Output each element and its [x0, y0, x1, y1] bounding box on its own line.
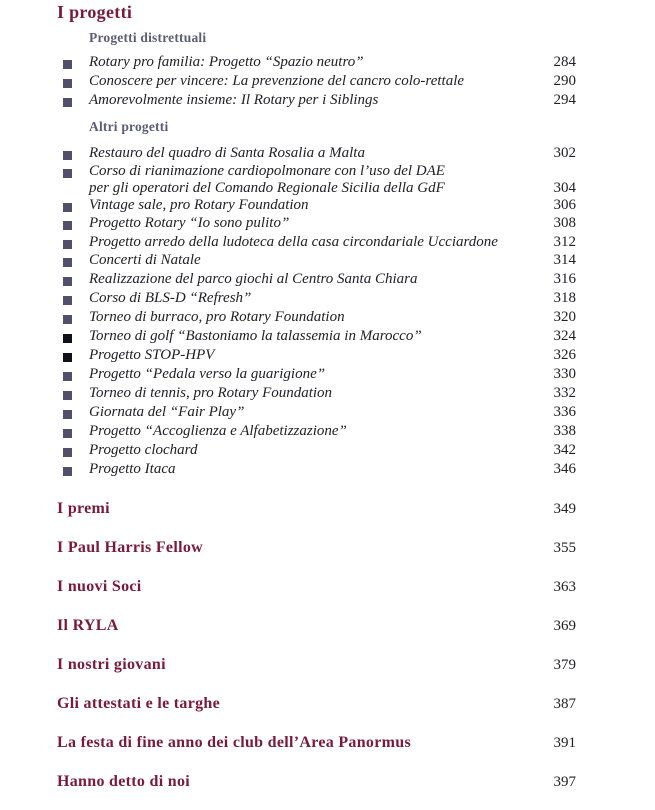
entry-page: 318 — [553, 290, 576, 306]
section-page: 363 — [553, 579, 576, 595]
bullet-icon — [63, 391, 72, 400]
entry-page: 332 — [553, 385, 576, 401]
bullet-icon — [63, 277, 72, 286]
entry-title: Concerti di Natale — [89, 252, 201, 268]
entry-title: Conoscere per vincere: La prevenzione del cancro colo-rettale — [89, 73, 465, 89]
entry-page: 338 — [553, 423, 576, 439]
toc-section[interactable] — [0, 578, 655, 598]
entry-title: Progetto STOP-HPV — [89, 347, 215, 363]
toc-entry[interactable] — [0, 252, 655, 270]
entry-title: Torneo di burraco, pro Rotary Foundation — [89, 309, 345, 325]
toc-entry[interactable] — [0, 366, 655, 384]
toc-entry[interactable] — [0, 54, 655, 72]
entry-title: Corso di BLS-D “Refresh” — [89, 290, 252, 306]
section-title: Hanno detto di noi — [57, 773, 190, 790]
entry-title: Vintage sale, pro Rotary Foundation — [89, 197, 309, 213]
section-title: I Paul Harris Fellow — [57, 539, 203, 556]
page-title: I progetti — [57, 2, 133, 22]
bullet-icon — [63, 169, 72, 178]
bullet-icon — [63, 203, 72, 212]
toc-entry[interactable] — [0, 328, 655, 346]
section-title: I nostri giovani — [57, 656, 166, 673]
section-page: 397 — [553, 774, 576, 790]
bullet-icon — [63, 410, 72, 419]
entry-page: 336 — [553, 404, 576, 420]
bullet-icon — [63, 221, 72, 230]
entry-title: Progetto Itaca — [89, 461, 176, 477]
bullet-icon — [63, 240, 72, 249]
bullet-icon — [63, 296, 72, 305]
toc-entry[interactable] — [0, 215, 655, 233]
toc-section[interactable] — [0, 734, 655, 754]
entry-title: Rotary pro familia: Progetto “Spazio neutro” — [89, 54, 364, 70]
section-page: 369 — [553, 618, 576, 634]
entry-page: 326 — [553, 347, 576, 363]
toc-entry[interactable] — [0, 347, 655, 365]
toc-entry[interactable] — [0, 385, 655, 403]
toc-entry[interactable] — [0, 73, 655, 91]
section-title: I nuovi Soci — [57, 578, 142, 595]
section-title: Il RYLA — [57, 617, 119, 634]
section-title: I premi — [57, 500, 110, 517]
entry-title: Corso di rianimazione cardiopolmonare con l’uso del DAE — [89, 163, 445, 179]
toc-section[interactable] — [0, 500, 655, 520]
entry-page: 290 — [553, 73, 576, 89]
entry-title: Progetto clochard — [89, 442, 198, 458]
toc-entry[interactable] — [0, 423, 655, 441]
entry-page: 294 — [553, 92, 576, 108]
toc-entry[interactable] — [0, 234, 655, 252]
bullet-icon — [63, 334, 72, 343]
entry-title: Giornata del “Fair Play” — [89, 404, 245, 420]
toc-entry[interactable] — [0, 442, 655, 460]
entry-title: Realizzazione del parco giochi al Centro Santa Chiara — [89, 271, 418, 287]
bullet-icon — [63, 429, 72, 438]
entry-page: 342 — [553, 442, 576, 458]
bullet-icon — [63, 372, 72, 381]
bullet-icon — [63, 98, 72, 107]
bullet-icon — [63, 315, 72, 324]
section-page: 349 — [553, 501, 576, 517]
entry-page: 346 — [553, 461, 576, 477]
toc-entry-continuation[interactable] — [0, 180, 655, 198]
entry-title-continuation: per gli operatori del Comando Regionale Sicilia della GdF — [89, 180, 445, 196]
entry-page: 324 — [553, 328, 576, 344]
toc-section[interactable] — [0, 773, 655, 793]
bullet-icon — [63, 448, 72, 457]
section-page: 387 — [553, 696, 576, 712]
toc-entry[interactable] — [0, 309, 655, 327]
bullet-icon — [63, 79, 72, 88]
section-page: 391 — [553, 735, 576, 751]
entry-title: Amorevolmente insieme: Il Rotary per i Siblings — [89, 92, 379, 108]
entry-title: Progetto “Pedala verso la guarigione” — [89, 366, 326, 382]
bullet-icon — [63, 151, 72, 160]
entry-page: 320 — [553, 309, 576, 325]
entry-page: 284 — [553, 54, 576, 70]
entry-page: 312 — [553, 234, 576, 250]
entry-title: Progetto arredo della ludoteca della casa circondariale Ucciardone — [89, 234, 498, 250]
toc-entry[interactable] — [0, 145, 655, 163]
toc-entry[interactable] — [0, 197, 655, 215]
entry-page: 304 — [553, 180, 576, 196]
entry-title: Torneo di golf “Bastoniamo la talassemia in Marocco” — [89, 328, 422, 344]
entry-title: Progetto “Accoglienza e Alfabetizzazione” — [89, 423, 347, 439]
entry-page: 308 — [553, 215, 576, 231]
entry-page: 302 — [553, 145, 576, 161]
toc-section[interactable] — [0, 695, 655, 715]
toc-section[interactable] — [0, 539, 655, 559]
bullet-icon — [63, 467, 72, 476]
entry-page: 316 — [553, 271, 576, 287]
section-page: 355 — [553, 540, 576, 556]
entry-page: 314 — [553, 252, 576, 268]
entry-page: 330 — [553, 366, 576, 382]
entry-page: 306 — [553, 197, 576, 213]
bullet-icon — [63, 60, 72, 69]
entry-title: Progetto Rotary “Io sono pulito” — [89, 215, 290, 231]
subheading-altri: Altri progetti — [89, 119, 169, 134]
subheading-distrettuali: Progetti distrettuali — [89, 30, 207, 45]
toc-section[interactable] — [0, 656, 655, 676]
toc-entry[interactable] — [0, 92, 655, 110]
bullet-icon — [63, 353, 72, 362]
section-page: 379 — [553, 657, 576, 673]
toc-section[interactable] — [0, 617, 655, 637]
toc-entry[interactable] — [0, 163, 655, 181]
entry-title: Torneo di tennis, pro Rotary Foundation — [89, 385, 333, 401]
toc-entry[interactable] — [0, 271, 655, 289]
entry-title: Restauro del quadro di Santa Rosalia a Malta — [89, 145, 365, 161]
toc-entry[interactable] — [0, 461, 655, 479]
section-title: La festa di fine anno dei club dell’Area Panormus — [57, 734, 411, 751]
toc-entry[interactable] — [0, 404, 655, 422]
bullet-icon — [63, 258, 72, 267]
section-title: Gli attestati e le targhe — [57, 695, 220, 712]
toc-entry[interactable] — [0, 290, 655, 308]
